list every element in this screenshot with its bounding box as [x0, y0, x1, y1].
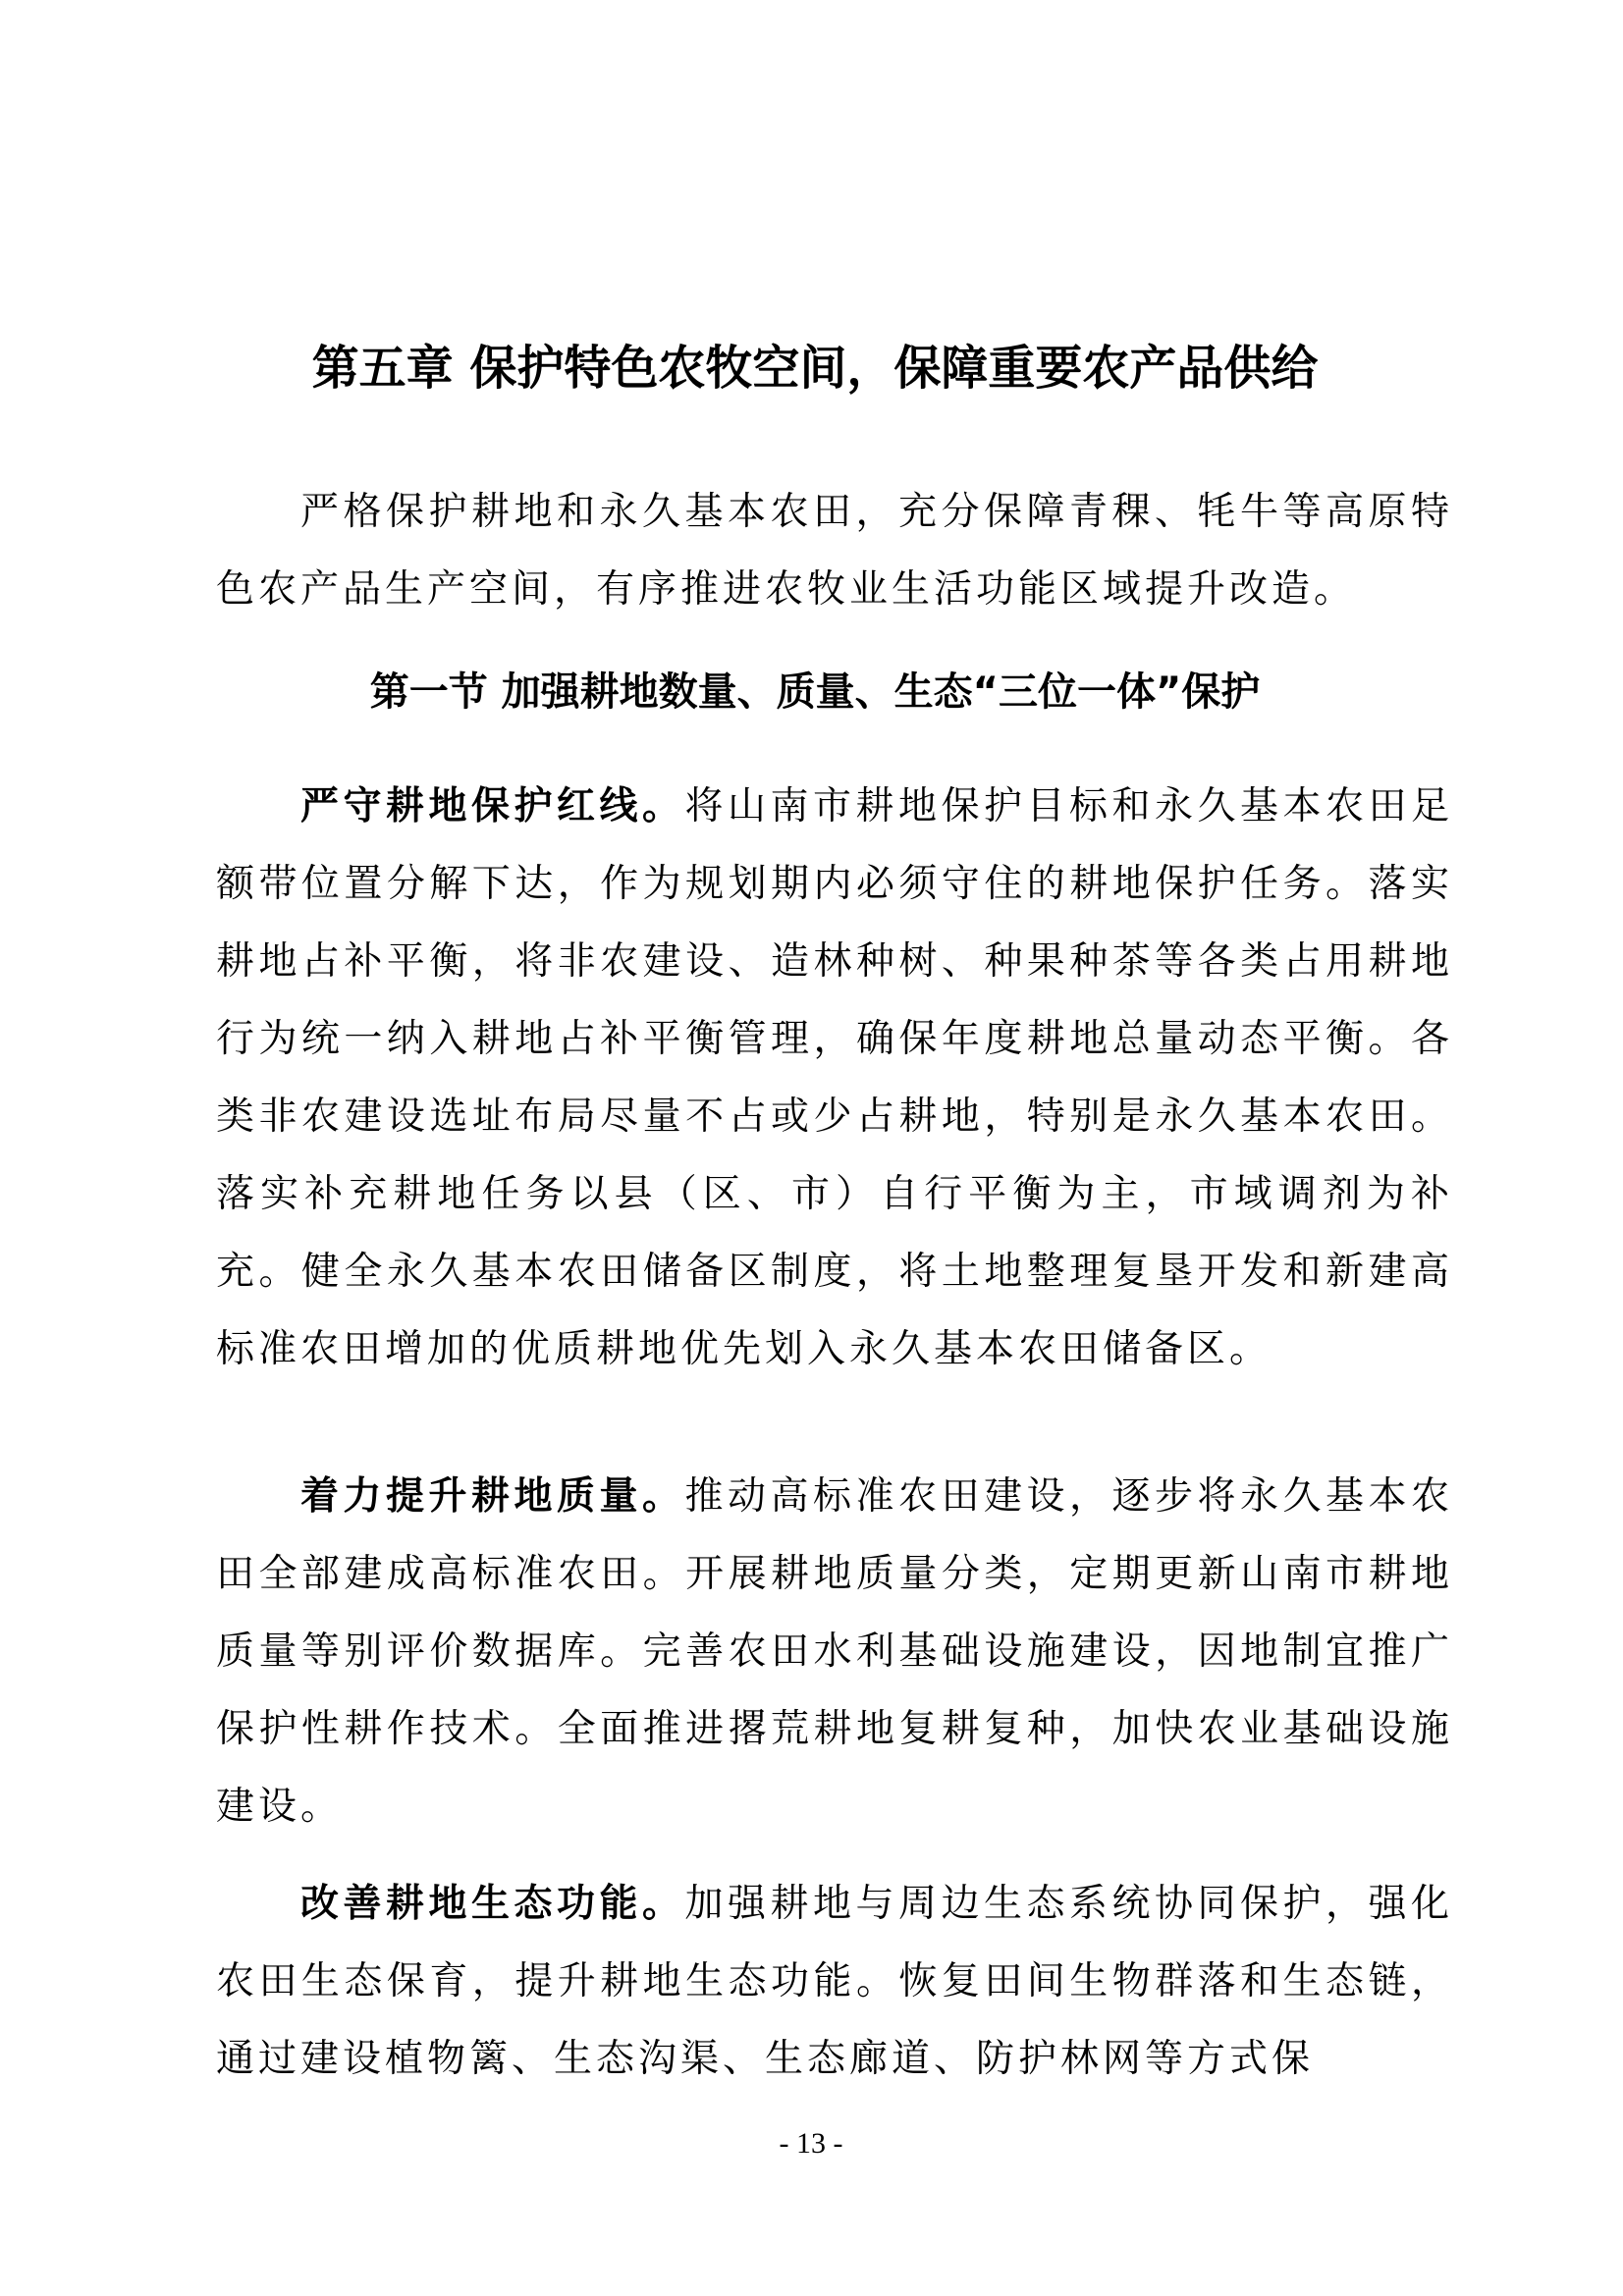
paragraph-farmland-quality — [216, 1458, 1453, 1845]
paragraph-body: 将山南市耕地保护目标和永久基本农田足额带位置分解下达，作为规划期内必须守住的耕地保护任务。落实耕地占补平衡，将非农建设、造林种树、种果种茶等各类占用耕地行为统一纳入耕地占补平衡管理，确保年度耕地总量动态平衡。各类非农建设选址布局尽量不占或少占耕地，特别是永久基本农田。落实补充耕地任务以县（区、市）自行平衡为主，市域调剂为补充。健全永久基本农田储备区制度，将土地整理复垦开发和新建高标准农田增加的优质耕地优先划入永久基本农田储备区。 — [216, 784, 1453, 1371]
paragraph-body: 推动高标准农田建设，逐步将永久基本农田全部建成高标准农田。开展耕地质量分类，定期更新山南市耕地质量等别评价数据库。完善农田水利基础设施建设，因地制宜推广保护性耕作技术。全面推进撂荒耕地复耕复种，加快农业基础设施建设。 — [216, 1474, 1453, 1829]
paragraph-body: 加强耕地与周边生态系统协同保护，强化农田生态保育，提升耕地生态功能。恢复田间生物群落和生态链，通过建设植物篱、生态沟渠、生态廊道、防护林网等方式保 — [216, 1882, 1453, 2081]
chapter-title: 第五章 保护特色农牧空间，保障重要农产品供给 — [311, 341, 1319, 396]
paragraph-lead: 严守耕地保护红线。 — [300, 783, 685, 828]
paragraph-lead: 改善耕地生态功能。 — [300, 1881, 685, 1926]
paragraph-farmland-ecology — [216, 1865, 1453, 2098]
paragraph-farmland-red-line — [216, 768, 1453, 1388]
page-number: - 13 - — [779, 2127, 843, 2160]
section-title: 第一节 加强耕地数量、质量、生态“三位一体”保护 — [369, 669, 1261, 715]
paragraph-lead: 着力提升耕地质量。 — [300, 1473, 685, 1519]
intro-paragraph: 严格保护耕地和永久基本农田，充分保障青稞、牦牛等高原特色农产品生产空间，有序推进农牧业生活功能区域提升改造。 — [216, 490, 1453, 612]
